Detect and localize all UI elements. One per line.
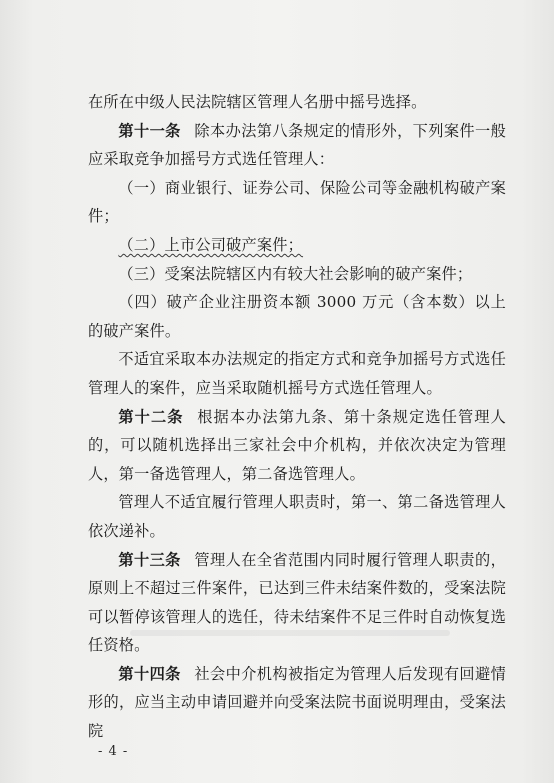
article-12-succession [88, 488, 506, 545]
article-13-heading: 第十三条 [118, 550, 181, 569]
item-3-text: （三）受案法院辖区内有较大社会影响的破产案件； [118, 264, 473, 283]
page-number: - 4 - [98, 744, 129, 759]
article-12-heading: 第十二条 [118, 407, 184, 426]
article-11-item-2 [88, 231, 506, 260]
article-11-text: 除本办法第八条规定的情形外，下列案件一般应采取竞争加摇号方式选任管理人： [88, 121, 506, 169]
article-14-heading: 第十四条 [118, 664, 181, 683]
item-1-text: （一）商业银行、证券公司、保险公司等金融机构破产案件； [88, 178, 506, 226]
article-14-text: 社会中介机构被指定为管理人后发现有回避情形的，应当主动申请回避并向受案法院书面说明理由，受案法院 [88, 664, 506, 741]
item-4-text: （四）破产企业注册资本额 3000 万元（含本数）以上的破产案件。 [88, 293, 506, 340]
paragraph-0-text: 在所在中级人民法院辖区管理人名册中摇号选择。 [88, 93, 427, 111]
body-text [88, 88, 506, 746]
article-12-text: 根据本办法第九条、第十条规定选任管理人的，可以随机选择出三家社会中介机构，并依次决定为管理人，第一备选管理人，第二备选管理人。 [88, 407, 506, 483]
article-11-item-4 [88, 288, 506, 345]
succession-text: 管理人不适宜履行管理人职责时，第一、第二备选管理人依次递补。 [88, 493, 506, 540]
paragraph-0 [88, 88, 506, 117]
article-11-heading: 第十一条 [118, 121, 181, 140]
scan-smudge [130, 630, 450, 636]
article-12 [88, 403, 506, 489]
article-13-text: 管理人在全省范围内同时履行管理人职责的，原则上不超过三件案件，已达到三件未结案件数的，受案法院可以暂停该管理人的选任，待未结案件不足三件时自动恢复选任资格。 [88, 550, 506, 655]
article-11-fallback [88, 345, 506, 402]
article-11-item-1 [88, 174, 506, 231]
article-11-item-3 [88, 260, 506, 289]
article-11 [88, 117, 506, 174]
article-14 [88, 660, 506, 746]
article-13 [88, 546, 506, 660]
fallback-text: 不适宜采取本办法规定的指定方式和竞争加摇号方式选任管理人的案件，应当采取随机摇号方式选任管理人。 [88, 350, 506, 397]
item-2-text: （二）上市公司破产案件； [118, 235, 304, 254]
